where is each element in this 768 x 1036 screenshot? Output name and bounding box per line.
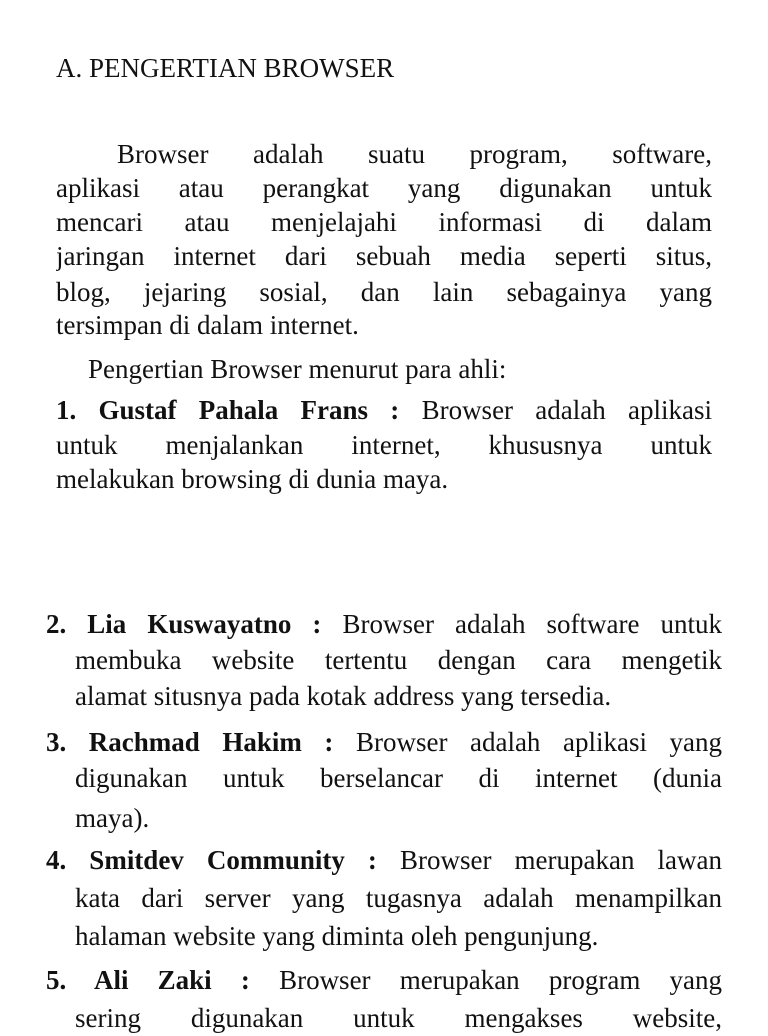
expert-definition-text: Browser merupakan program yang — [279, 965, 722, 995]
expert-definition-text: kata dari server yang tugasnya adalah menampilkan — [75, 883, 722, 913]
expert-definition-text: melakukan browsing di dunia maya. — [56, 464, 449, 494]
definition-line — [56, 204, 712, 240]
expert-item-line — [75, 880, 722, 916]
expert-definition-text: Browser adalah aplikasi yang — [355, 727, 722, 757]
expert-name: 2. Lia Kuswayatno : — [46, 609, 322, 639]
expert-item-line — [75, 1000, 722, 1036]
expert-definition-text: halaman website yang diminta oleh pengunjung. — [75, 921, 599, 951]
definition-line — [56, 170, 712, 206]
expert-item-line — [75, 642, 722, 678]
expert-definition-text: Browser adalah software untuk — [342, 609, 722, 639]
definition-line — [56, 238, 712, 274]
expert-item-line — [56, 427, 712, 463]
expert-definition-text: Browser adalah aplikasi — [421, 395, 712, 425]
definition-text: tersimpan di dalam internet. — [56, 310, 359, 340]
expert-definition-text: sering digunakan untuk mengakses website, — [75, 1003, 722, 1033]
expert-name: 1. Gustaf Pahala Frans : — [56, 395, 400, 425]
expert-item-line — [75, 678, 722, 714]
expert-definition-text: Browser merupakan lawan — [399, 845, 722, 875]
expert-name: 5. Ali Zaki : — [46, 965, 250, 995]
expert-definition-text: alamat situsnya pada kotak address yang tersedia. — [75, 681, 612, 711]
definition-text: mencari atau menjelajahi informasi di dalam — [56, 207, 712, 237]
definition-text: blog, jejaring sosial, dan lain sebagainya yang — [56, 277, 712, 307]
expert-item-line — [46, 962, 722, 998]
section-heading — [56, 50, 712, 86]
expert-item-line — [46, 724, 722, 760]
definition-text: jaringan internet dari sebuah media seperti situs, — [56, 241, 712, 271]
definition-text: aplikasi atau perangkat yang digunakan untuk — [56, 173, 712, 203]
expert-item-line — [75, 918, 722, 954]
expert-name: 4. Smitdev Community : — [46, 845, 377, 875]
definition-text: Browser adalah suatu program, software, — [117, 139, 712, 169]
heading-text: A. PENGERTIAN BROWSER — [56, 53, 395, 83]
expert-item-line — [56, 392, 712, 428]
expert-definition-text: digunakan untuk berselancar di internet (dunia — [75, 763, 722, 793]
expert-name: 3. Rachmad Hakim : — [46, 727, 334, 757]
expert-item-line — [75, 760, 722, 796]
definition-line — [117, 136, 712, 172]
expert-item-line — [46, 842, 722, 878]
definition-line — [56, 274, 712, 310]
expert-definition-text: maya). — [75, 803, 150, 833]
definition-line — [56, 307, 712, 343]
expert-definition-text: membuka website tertentu dengan cara mengetik — [75, 645, 722, 675]
expert-item-line — [75, 800, 722, 836]
intro-text: Pengertian Browser menurut para ahli: — [88, 354, 507, 384]
experts-intro — [88, 351, 712, 387]
expert-item-line — [46, 606, 722, 642]
expert-item-line — [56, 461, 712, 497]
expert-definition-text: untuk menjalankan internet, khususnya untuk — [56, 430, 712, 460]
